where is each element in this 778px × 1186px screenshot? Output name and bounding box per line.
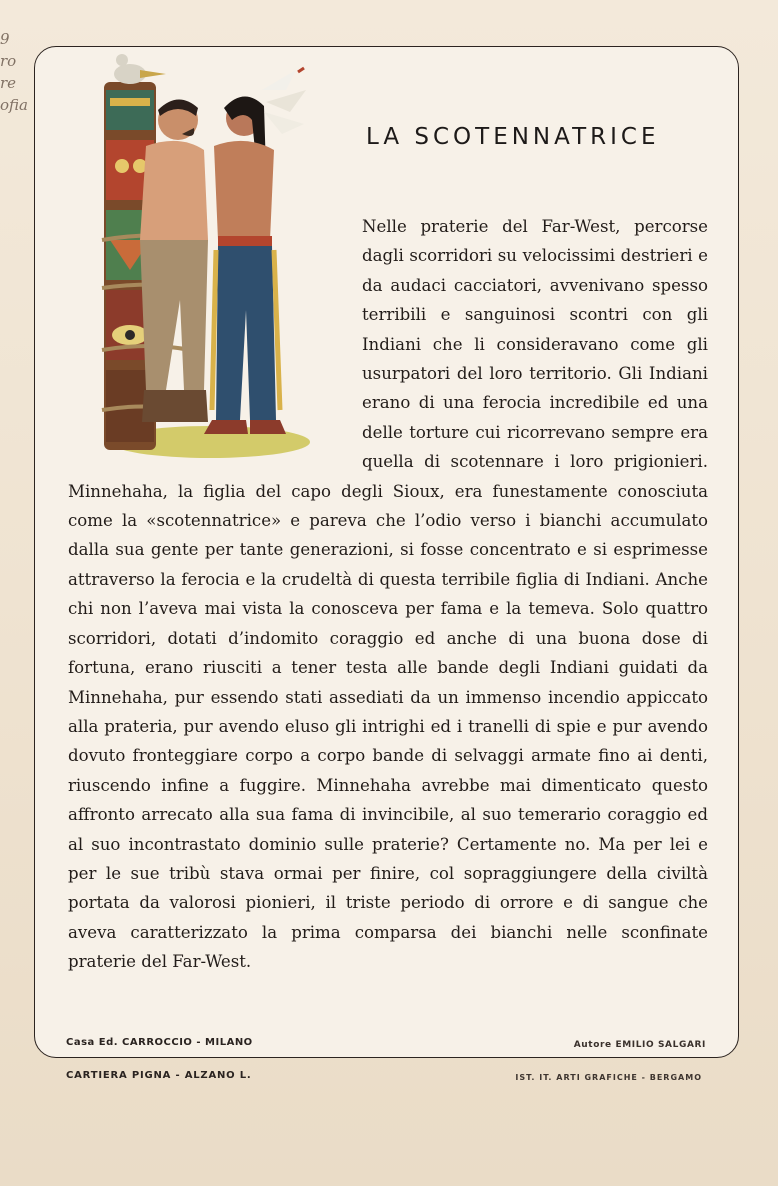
publisher-credit: Casa Ed. CARROCCIO - MILANO	[66, 1037, 253, 1048]
paper-maker-credit: CARTIERA PIGNA - ALZANO L.	[66, 1070, 252, 1081]
article-title: LA SCOTENNATRICE	[366, 124, 660, 150]
margin-note-line: ofia	[0, 96, 28, 114]
printer-credit: IST. IT. ARTI GRAFICHE - BERGAMO	[515, 1073, 702, 1082]
author-credit: Autore EMILIO SALGARI	[573, 1040, 706, 1050]
story-paragraph: Nelle praterie del Far-West, percorse dagli scorridori su velocissimi destrieri e da audaci cacciatori, avvenivano spesso terribili e sanguinosi scontri con gli Indiani che li consideravano come gli usurpatori del loro territorio. Gli Indiani erano di una ferocia incredibile ed una delle torture cui ricorrevano sempre era quella di scotennare i loro prigionieri. Minnehaha, la figlia del capo degli Sioux, era funestamente conosciuta come la «scotennatrice» e pareva che l’odio verso i bianchi accumulato dalla sua gente per tante generazioni, si fosse concentrato e si esprimesse attraverso la ferocia e la crudeltà di questa terribile figlia di Indiani. Anche chi non l’aveva mai vista la conosceva per fama e la temeva. Solo quattro scorridori, dotati d’indomito coraggio ed anche di una buona dose di fortuna, erano riusciti a tener testa alle bande degli Indiani guidati da Minnehaha, pur essendo stati assediati da un immenso incendio appiccato alla prateria, pur avendo eluso gli intrighi ed i tranelli di spie e pur avendo dovuto fronteggiare corpo a corpo bande di selvaggi armate fino ai denti, riuscendo infine a fuggire. Minnehaha avrebbe mai dimenticato questo affronto arrecato alla sua fama di invincibile, al suo temerario coraggio ed al suo incontrastato dominio sulle praterie? Certamente no. Ma per lei e per le sue tribù stava ormai per finire, col sopraggiungere della civiltà portata da valorosi pionieri, il triste periodo di orrore e di sangue che aveva caratterizzato la prima comparsa dei bianchi nelle sconfinate praterie del Far-West.	[68, 217, 708, 972]
margin-note-line: 9	[0, 30, 10, 48]
margin-note-line: re	[0, 74, 17, 92]
story-text	[68, 212, 708, 977]
margin-note-line: ro	[0, 52, 17, 70]
illustration-wrap-spacer	[68, 212, 362, 476]
